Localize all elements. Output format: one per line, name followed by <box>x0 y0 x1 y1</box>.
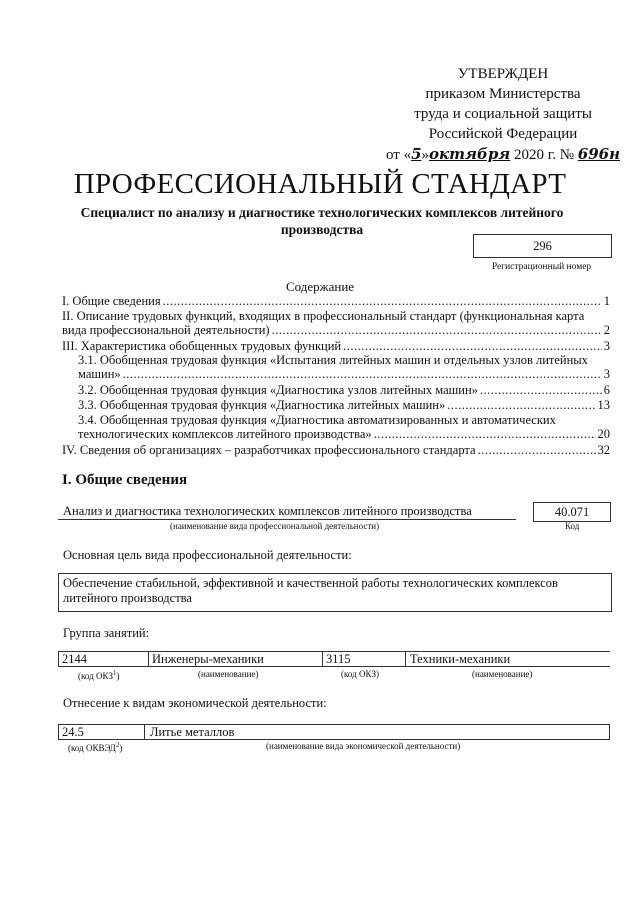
toc-item-text: 3.1. Обобщенная трудовая функция «Испытания литейных машин и отдельных узлов литейных <box>78 353 588 367</box>
group-code-2: 3115 <box>326 652 351 666</box>
okved-table-top <box>58 724 610 725</box>
group-name-1: Инженеры-механики <box>152 652 264 666</box>
group-code-1: 2144 <box>62 652 87 666</box>
toc-item-page: 3 <box>603 367 610 381</box>
toc-item-text: II. Описание трудовых функций, входящих в профессиональный стандарт (функциональная карта <box>62 309 585 323</box>
okved-code-label: (код ОКВЭД$^2$) <box>68 741 123 753</box>
date-year: 2020 г. № <box>514 147 575 163</box>
group-name-label-2: (наименование) <box>472 669 533 679</box>
code-label: Код <box>565 521 580 531</box>
toc-item-page: 20 <box>597 427 610 441</box>
toc-item-3-4[interactable] <box>78 413 610 441</box>
okved-name: Литье металлов <box>150 725 235 739</box>
date-prefix: от « <box>385 147 412 163</box>
okved-table-divider <box>58 724 59 740</box>
okz-code-label-2: (код ОКЗ) <box>341 669 379 679</box>
toc-title: Содержание <box>285 279 355 294</box>
okved-table-divider <box>609 724 610 740</box>
registration-number-box: 296 <box>473 234 612 258</box>
toc-item-3-2[interactable] <box>78 383 610 397</box>
okved-code: 24.5 <box>62 725 84 739</box>
section-title: I. Общие сведения <box>62 472 188 488</box>
approved-line-ministry: труда и социальной защиты <box>414 106 592 122</box>
toc-item-3-1[interactable] <box>78 353 610 381</box>
toc-item-text: I. Общие сведения <box>62 294 161 308</box>
okz-code-label: (код ОКЗ$^1$) <box>78 669 120 681</box>
activity-code-box: 40.071 <box>533 502 611 522</box>
toc-item-1[interactable] <box>62 294 610 308</box>
toc-item-4[interactable] <box>62 443 610 457</box>
toc-item-3-3[interactable] <box>78 398 610 412</box>
group-table-divider <box>148 651 149 667</box>
group-table-divider <box>405 651 406 667</box>
toc-item-text: 3.2. Обобщенная трудовая функция «Диагностика узлов литейных машин» <box>78 383 478 397</box>
approved-date-line <box>372 144 634 165</box>
toc-item-text-cont: машин» <box>78 367 121 381</box>
registration-label: Регистрационный номер <box>491 262 592 272</box>
toc-item-page: 1 <box>603 294 610 308</box>
toc-item-text: 3.3. Обобщенная трудовая функция «Диагностика литейных машин» <box>78 398 446 412</box>
toc-item-page: 6 <box>603 383 610 397</box>
activity-underline <box>58 519 516 520</box>
toc-item-text: 3.4. Обобщенная трудовая функция «Диагностика автоматизированных и автоматических <box>78 413 556 427</box>
activity-name: Анализ и диагностика технологических комплексов литейного производства <box>63 504 472 518</box>
group-name-label: (наименование) <box>198 669 259 679</box>
toc-item-3[interactable] <box>62 339 610 353</box>
page-title: ПРОФЕССИОНАЛЬНЫЙ СТАНДАРТ <box>73 168 567 200</box>
toc-item-page: 32 <box>597 443 610 457</box>
group-name-2: Техники-механики <box>410 652 511 666</box>
toc-item-text-cont: технологических комплексов литейного производства» <box>78 427 372 441</box>
group-label: Группа занятий: <box>63 626 150 640</box>
approved-line-order: приказом Министерства <box>425 86 581 102</box>
toc-item-page: 2 <box>603 323 610 337</box>
date-mid: » <box>421 147 430 163</box>
okved-table-bottom <box>58 739 610 740</box>
toc-item-page: 3 <box>603 339 610 353</box>
activity-name-label: (наименование вида профессиональной деятельности) <box>170 521 380 531</box>
okved-name-label: (наименование вида экономической деятельности) <box>266 741 461 751</box>
goal-label: Основная цель вида профессиональной деятельности: <box>63 548 352 562</box>
toc-item-text: III. Характеристика обобщенных трудовых функций <box>62 339 342 353</box>
standard-subtitle: Специалист по анализу и диагностике технологических комплексов литейного производства <box>80 205 564 237</box>
okved-table-divider <box>144 724 145 740</box>
approval-block <box>372 64 634 165</box>
date-day: 5 <box>411 145 422 163</box>
order-number: 696н <box>577 145 621 163</box>
group-table-divider <box>322 651 323 667</box>
date-month: октября <box>429 145 511 163</box>
econ-label: Отнесение к видам экономической деятельности: <box>63 696 327 710</box>
goal-text: Обеспечение стабильной, эффективной и качественной работы технологических комплексов литейного производства <box>63 576 558 605</box>
toc-item-page: 13 <box>597 398 610 412</box>
approved-heading: УТВЕРЖДЕН <box>457 66 549 82</box>
group-table-divider <box>58 651 59 667</box>
toc-item-2[interactable] <box>62 309 610 337</box>
toc-item-text: IV. Сведения об организациях – разработчиках профессионального стандарта <box>62 443 476 457</box>
toc-item-text-cont: вида профессиональной деятельности) <box>62 323 270 337</box>
approved-line-country: Российской Федерации <box>428 126 578 142</box>
